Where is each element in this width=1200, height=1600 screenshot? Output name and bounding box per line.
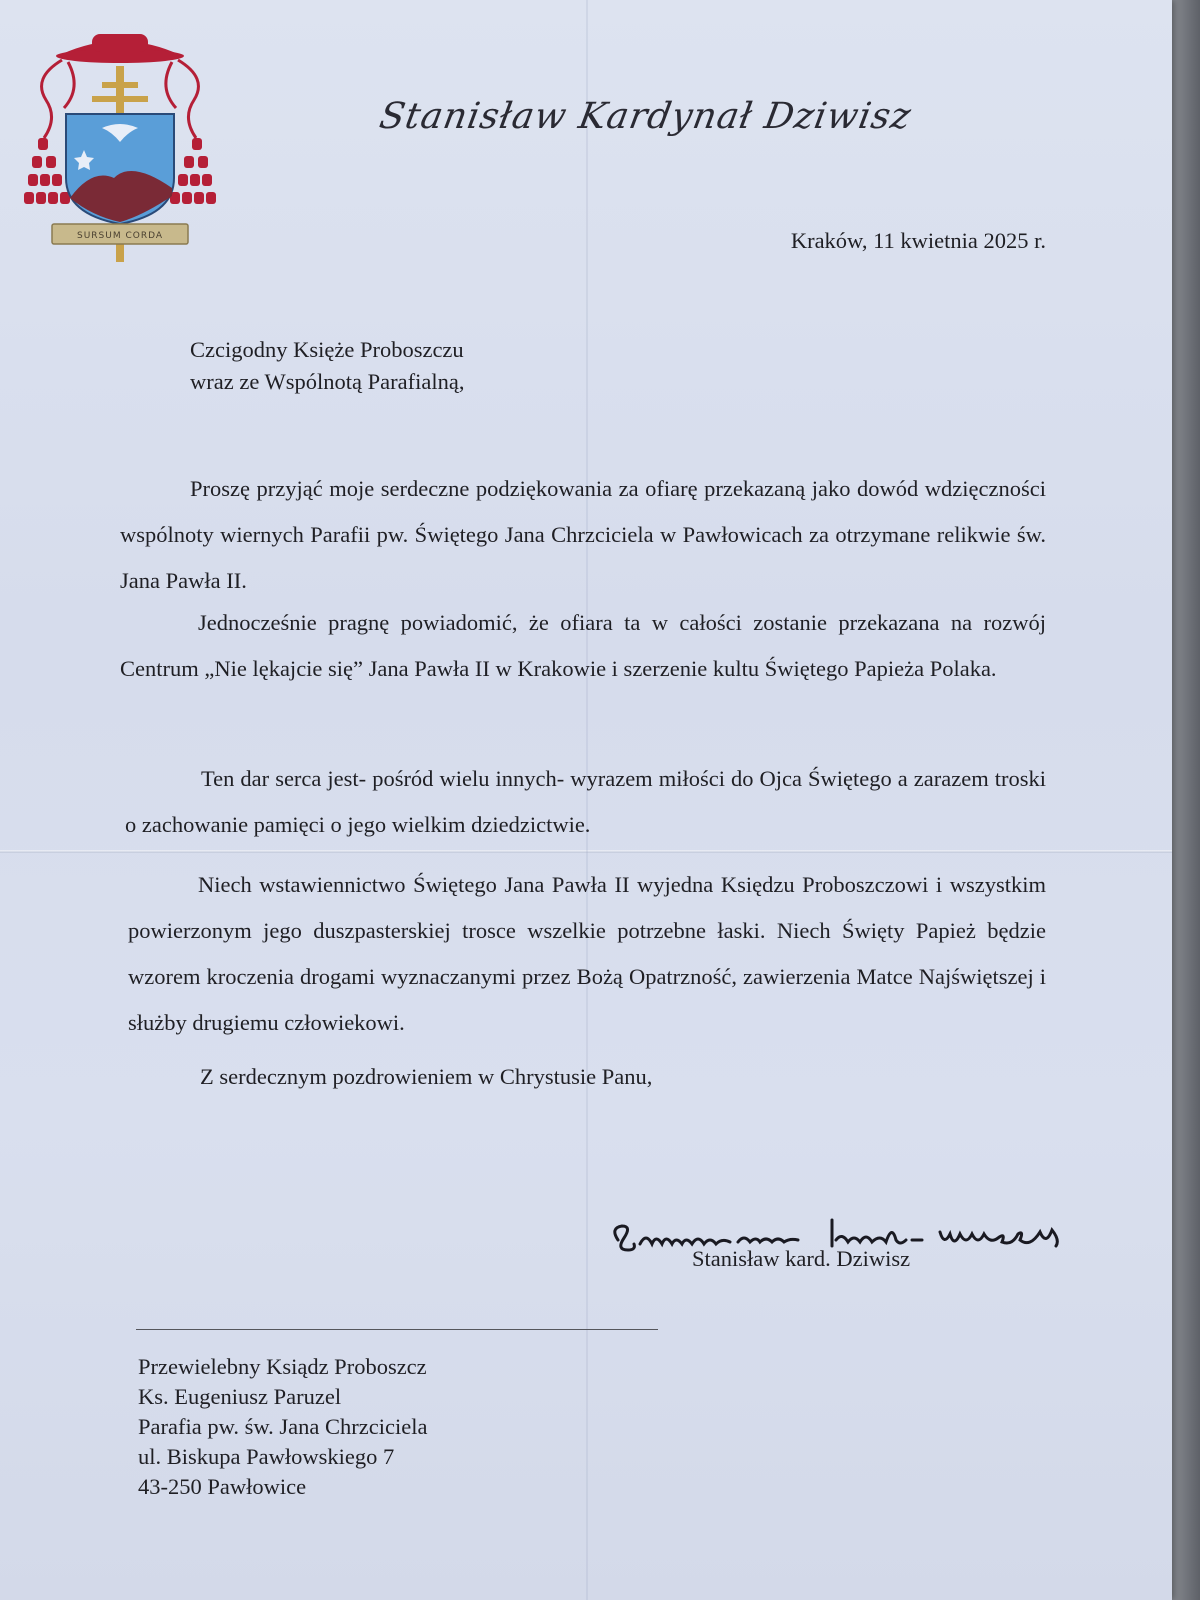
address-line: 43-250 Pawłowice: [138, 1474, 307, 1499]
address-line: Ks. Eugeniusz Paruzel: [138, 1384, 342, 1409]
divider: [136, 1329, 658, 1330]
body-paragraph: Niech wstawiennictwo Świętego Jana Pawła II wyjedna Księdzu Proboszczowi i wszystkim powierzonym jego duszpasterskiej trosce wszelkie potrzebne łaski. Niech Święty Papież będzie wzorem kroczenia drogami wyznaczanymi przez Bożą Opatrzność, zawierzenia Matce Najświętszej i służby drugiemu człowiekowi.: [128, 872, 1046, 1035]
body-paragraph: Ten dar serca jest- pośród wielu innych- wyrazem miłości do Ojca Świętego a zarazem troski o zachowanie pamięci o jego wielkim dziedzictwie.: [125, 766, 1046, 837]
letter-date: Kraków, 11 kwietnia 2025 r.: [790, 228, 1046, 253]
address-line: ul. Biskupa Pawłowskiego 7: [138, 1444, 395, 1469]
salutation-line: Czcigodny Księże Proboszczu: [190, 337, 464, 362]
crest-motto: SURSUM CORDA: [76, 231, 164, 241]
closing-line: Z serdecznym pozdrowieniem w Chrystusie Panu,: [200, 1064, 653, 1089]
address-line: Parafia pw. św. Jana Chrzciciela: [138, 1414, 428, 1439]
salutation-line: wraz ze Wspólnotą Parafialną,: [190, 369, 465, 394]
address-line: Przewielebny Ksiądz Proboszcz: [138, 1354, 427, 1379]
salutation: [190, 334, 464, 398]
signatory-name: Stanisław kard. Dziwisz: [692, 1246, 911, 1271]
coat-of-arms-icon: [22, 28, 218, 272]
body-paragraph: Proszę przyjąć moje serdeczne podziękowania za ofiarę przekazaną jako dowód wdzięczności wspólnoty wiernych Parafii pw. Świętego Jana Chrzciciela w Pawłowicach za otrzymane relikwie św. Jana Pawła II.: [120, 476, 1046, 593]
body-paragraph: Jednocześnie pragnę powiadomić, że ofiara ta w całości zostanie przekazana na rozwój Centrum „Nie lękajcie się” Jana Pawła II w Krakowie i szerzenie kultu Świętego Papieża Polaka.: [120, 610, 1046, 681]
recipient-address: [138, 1352, 427, 1502]
letterhead-name: Stanisław Kardynał Dziwisz: [376, 96, 915, 137]
